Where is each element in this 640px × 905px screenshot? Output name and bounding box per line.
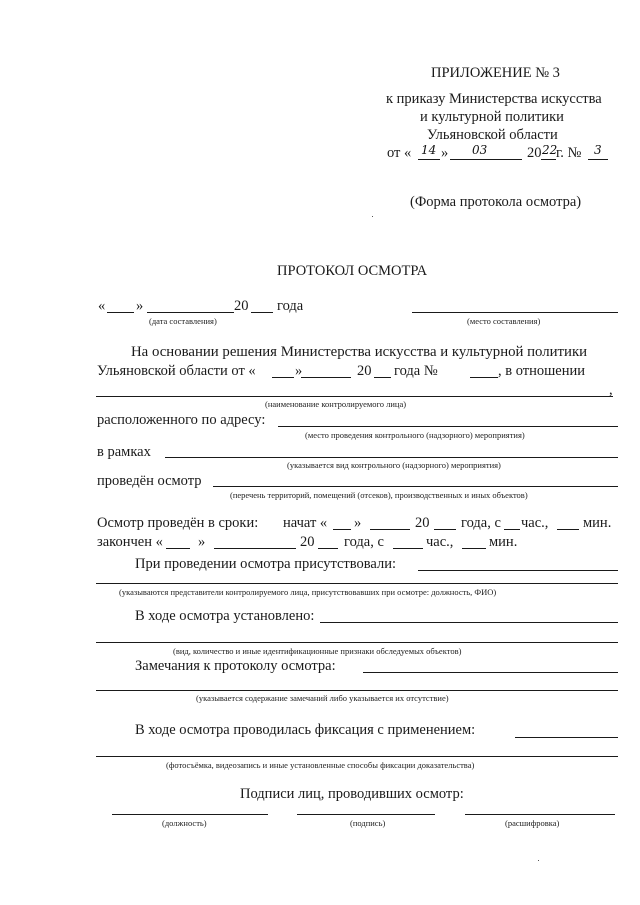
fixation-line-1: [515, 737, 618, 738]
inspected-hint: (перечень территорий, помещений (отсеков), производственных и иных объектов): [230, 490, 528, 500]
scan-speck: [372, 216, 373, 217]
terms-end-minute-line: [462, 548, 486, 549]
order-month-handwritten: 03: [472, 143, 488, 157]
basis-line-1: На основании решения Министерства искусства и культурной политики: [131, 344, 588, 360]
terms-end-hour-unit: час.,: [426, 534, 454, 550]
terms-end-year-line: [318, 548, 338, 549]
terms-start-minute-unit: мин.: [583, 515, 612, 531]
terms-start-minute-line: [557, 529, 579, 530]
basis-day-line: [272, 377, 294, 378]
basis-line-2-end: , в отношении: [498, 363, 586, 379]
place-line: [412, 312, 618, 313]
basis-number-label: года №: [394, 363, 438, 379]
signature-sign-line: [297, 814, 435, 815]
entity-line: [96, 396, 613, 397]
terms-end-from: года, с: [344, 534, 384, 550]
inspected-line: [213, 486, 618, 487]
position-hint: (должность): [162, 818, 207, 828]
appendix-title: ПРИЛОЖЕНИЕ № 3: [431, 65, 560, 81]
signatures-label: Подписи лиц, проводивших осмотр:: [240, 786, 464, 802]
remarks-hint: (указывается содержание замечаний либо указывается их отсутствие): [196, 693, 449, 703]
terms-end-hour-line: [393, 548, 423, 549]
order-day-handwritten: 14: [421, 143, 437, 157]
present-line-2: [96, 583, 618, 584]
signature-decode-line: [465, 814, 615, 815]
established-label: В ходе осмотра установлено:: [135, 608, 315, 624]
terms-start-day-line: [333, 529, 351, 530]
terms-start-hour-line: [504, 529, 520, 530]
fixation-label: В ходе осмотра проводилась фиксация с применением:: [135, 722, 476, 738]
remarks-line-2: [96, 690, 618, 691]
entity-comma: ,: [609, 382, 613, 398]
established-line-1: [320, 622, 618, 623]
basis-year-line: [374, 377, 391, 378]
order-line-2: и культурной политики: [420, 109, 564, 125]
order-month-line: [450, 159, 522, 160]
address-hint: (место проведения контрольного (надзорного) мероприятия): [305, 430, 525, 440]
basis-line-2-start: Ульяновской области от «: [97, 363, 256, 379]
order-year-line: [541, 159, 556, 160]
page-title: ПРОТОКОЛ ОСМОТРА: [277, 263, 428, 279]
terms-end-label: закончен «: [97, 534, 163, 550]
address-label: расположенного по адресу:: [97, 412, 266, 428]
terms-end-day-line: [166, 548, 190, 549]
frame-label: в рамках: [97, 444, 151, 460]
terms-start-from: года, с: [461, 515, 501, 531]
date-year-line: [251, 312, 273, 313]
signature-hint: (подпись): [350, 818, 386, 828]
remarks-label: Замечания к протоколу осмотра:: [135, 658, 336, 674]
order-date-close-quote: »: [441, 145, 449, 161]
place-hint: (место составления): [467, 316, 541, 326]
frame-line: [165, 457, 618, 458]
basis-month-line: [301, 377, 351, 378]
date-open-quote: «: [98, 298, 106, 314]
date-year-word: года: [277, 298, 304, 314]
established-line-2: [96, 642, 618, 643]
basis-year-prefix: 20: [357, 363, 372, 379]
inspected-label: проведён осмотр: [97, 473, 202, 489]
address-line: [278, 426, 618, 427]
terms-end-close-quote: »: [198, 534, 206, 550]
order-day-line: [418, 159, 440, 160]
order-number-line: [588, 159, 608, 160]
order-year-handwritten: 22: [542, 143, 558, 157]
terms-start-hour-unit: час.,: [521, 515, 549, 531]
remarks-line-1: [363, 672, 618, 673]
terms-start-label: начат «: [283, 515, 328, 531]
basis-number-line: [470, 377, 498, 378]
basis-close-quote: »: [295, 363, 303, 379]
terms-start-year-line: [434, 529, 456, 530]
established-hint: (вид, количество и иные идентификационные признаки обследуемых объектов): [173, 646, 462, 656]
order-line-3: Ульяновской области: [427, 127, 558, 143]
form-label: (Форма протокола осмотра): [410, 194, 582, 210]
order-number-label: г. №: [556, 145, 582, 161]
scan-speck-bottom: [538, 860, 539, 861]
date-day-line: [107, 312, 134, 313]
terms-end-month-line: [214, 548, 296, 549]
date-close-quote: »: [136, 298, 144, 314]
terms-end-year-prefix: 20: [300, 534, 315, 550]
present-label: При проведении осмотра присутствовали:: [135, 556, 396, 572]
terms-start-year-prefix: 20: [415, 515, 430, 531]
order-date-prefix: от «: [387, 145, 412, 161]
entity-hint: (наименование контролируемого лица): [265, 399, 407, 409]
present-line-1: [418, 570, 618, 571]
order-year-prefix: 20: [527, 145, 542, 161]
present-hint: (указываются представители контролируемого лица, присутствовавших при осмотре: должность, ФИО): [119, 587, 497, 597]
terms-start-month-line: [370, 529, 410, 530]
date-month-line: [147, 312, 234, 313]
signature-position-line: [112, 814, 268, 815]
date-hint: (дата составления): [149, 316, 217, 326]
terms-end-minute-unit: мин.: [489, 534, 518, 550]
order-number-handwritten: 3: [594, 143, 602, 157]
terms-label: Осмотр проведён в сроки:: [97, 515, 259, 531]
fixation-hint: (фотосъёмка, видеозапись и иные установленные способы фиксации доказательства): [166, 760, 475, 770]
fixation-line-2: [96, 756, 618, 757]
frame-hint: (указывается вид контрольного (надзорного) мероприятия): [287, 460, 501, 470]
order-line-1: к приказу Министерства искусства: [386, 91, 602, 107]
terms-start-close-quote: »: [354, 515, 362, 531]
date-year-prefix: 20: [234, 298, 249, 314]
decode-hint: (расшифровка): [505, 818, 560, 828]
